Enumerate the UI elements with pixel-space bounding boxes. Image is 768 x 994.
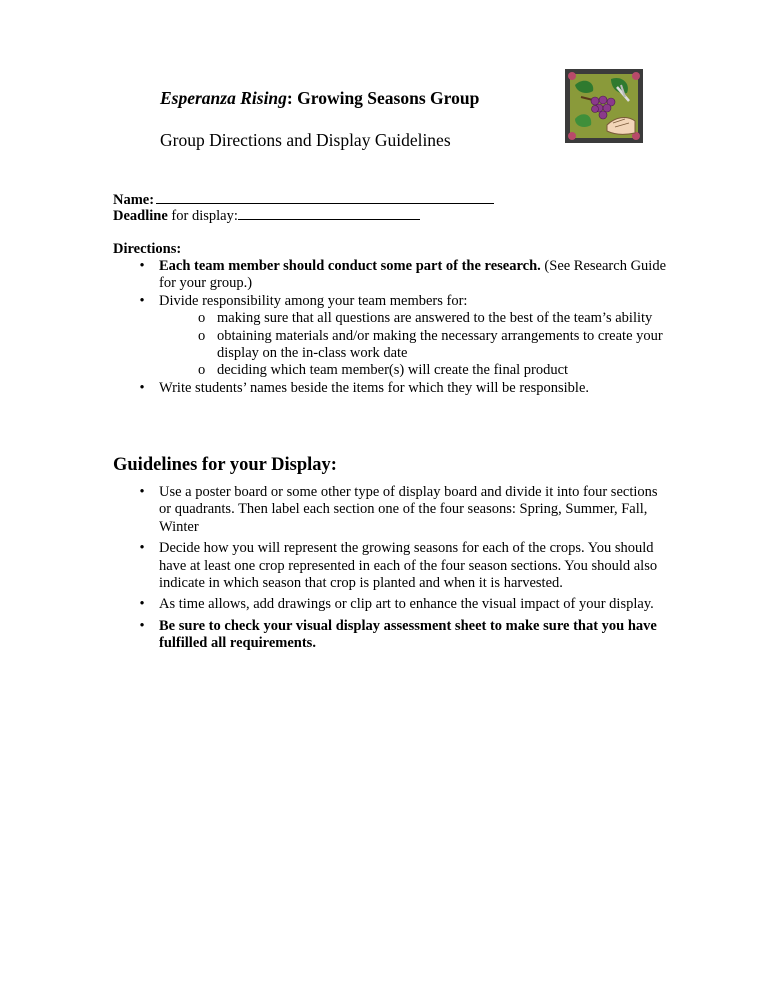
list-item (113, 258, 673, 293)
directions-item-bold: Each team member should conduct some part of the research. (159, 258, 541, 274)
list-item (113, 293, 673, 310)
list-item (113, 484, 673, 536)
sub-bullet: o (198, 362, 206, 379)
sub-list-item (113, 310, 673, 327)
bullet: • (139, 617, 145, 634)
list-item (113, 618, 673, 653)
list-item (113, 380, 673, 397)
deadline-label: for display: (167, 208, 238, 224)
group-title: : Growing Seasons Group (286, 88, 480, 108)
guidelines-list (113, 484, 673, 657)
guideline-text-bold: Be sure to check your visual display assessment sheet to make sure that you have fulfilled all requirements. (159, 617, 657, 652)
sub-item-text: deciding which team member(s) will create the final product (217, 362, 569, 379)
deadline-blank-line (238, 207, 420, 220)
bullet: • (139, 540, 145, 557)
directions-item-text: Write students’ names beside the items for which they will be responsible. (159, 379, 590, 396)
sub-bullet: o (198, 327, 206, 344)
bullet: • (139, 596, 145, 613)
guideline-text: As time allows, add drawings or clip art to enhance the visual impact of your display. (159, 596, 654, 613)
sub-item-text: making sure that all questions are answered to the best of the team’s ability (217, 310, 653, 327)
bullet: • (139, 258, 145, 274)
sub-list-item (113, 328, 673, 363)
bullet: • (139, 292, 145, 309)
guideline-text: Use a poster board or some other type of display board and divide it into four sections or quadrants. Then label each section one of the four seasons: Spring, Summer, Fall, Winter (159, 484, 658, 535)
page-title (160, 88, 479, 109)
bullet: • (139, 379, 145, 396)
harvest-grapes-icon (563, 67, 645, 145)
deadline-label-bold: Deadline (113, 208, 168, 224)
directions-heading: Directions: (113, 241, 182, 257)
guideline-text: Decide how you will represent the growing seasons for each of the crops. You should have at least one crop represented in each of the four season sections. You should also indicate in which season that crop is planted and when it is harvested. (159, 540, 658, 592)
bullet: • (139, 484, 145, 500)
book-title: Esperanza Rising (160, 88, 287, 108)
guidelines-heading: Guidelines for your Display: (113, 455, 337, 475)
sub-item-text: obtaining materials and/or making the necessary arrangements to create your display on the in-class work date (217, 327, 663, 362)
directions-list (113, 258, 673, 397)
directions-item-text: Divide responsibility among your team members for: (159, 292, 468, 309)
directions-item-text: (See Research Guide for your group.) (159, 258, 667, 292)
deadline-field (113, 207, 420, 225)
page-subtitle: Group Directions and Display Guidelines (160, 130, 451, 150)
sub-bullet: o (198, 310, 206, 327)
sub-list-item (113, 362, 673, 379)
list-item (113, 540, 673, 592)
name-label: Name: (113, 192, 155, 208)
list-item (113, 596, 673, 613)
name-blank-line (156, 191, 494, 204)
